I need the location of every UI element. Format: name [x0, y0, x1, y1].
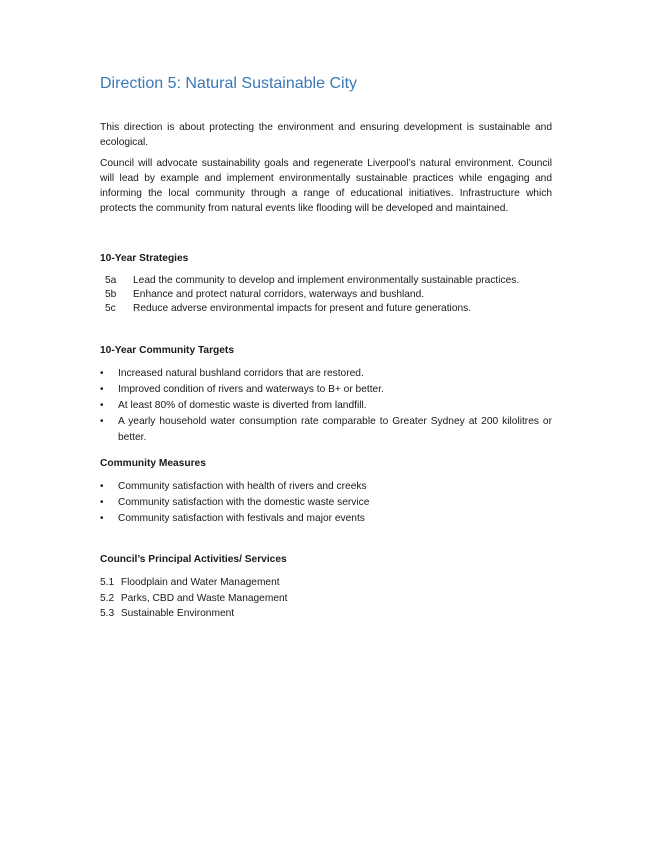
bullet-icon: •: [100, 400, 104, 412]
bullet-icon: •: [100, 497, 104, 509]
activity-item: [100, 591, 288, 607]
bullet-icon: •: [100, 416, 104, 428]
description-paragraph: Council will advocate sustainability goals and regenerate Liverpool’s natural environment. Council will lead by example and implement environmentally sustainable practices while engaging and informing the local community through a range of educational initiatives. Infrastructure which protects the community from natural events like flooding will be developed and maintained.: [100, 158, 552, 214]
strategy-item: [100, 288, 552, 302]
strategy-text: Reduce adverse environmental impacts for present and future generations.: [133, 303, 472, 314]
strategies-list: [100, 274, 552, 316]
strategy-text: Enhance and protect natural corridors, waterways and bushland.: [133, 289, 425, 300]
target-text: A yearly household water consumption rate comparable to Greater Sydney at 200 kilolitres or better.: [118, 416, 552, 443]
activity-item: [100, 575, 288, 591]
targets-heading: 10-Year Community Targets: [100, 345, 234, 356]
target-text: At least 80% of domestic waste is diverted from landfill.: [118, 400, 367, 412]
activity-number: 5.3: [100, 608, 115, 619]
bullet-icon: •: [100, 481, 104, 492]
targets-list: [100, 366, 552, 446]
measure-text: Community satisfaction with festivals and major events: [118, 513, 365, 525]
activity-text: Parks, CBD and Waste Management: [120, 592, 288, 604]
measures-heading: Community Measures: [100, 458, 206, 469]
intro-paragraph: This direction is about protecting the environment and ensuring development is sustainable and ecological.: [100, 122, 552, 148]
measure-item: [100, 495, 552, 511]
measure-item: [100, 511, 552, 527]
strategy-code: 5a: [105, 275, 117, 286]
strategy-text: Lead the community to develop and implement environmentally sustainable practices.: [133, 275, 520, 286]
activity-text: Sustainable Environment: [120, 608, 235, 619]
target-item: [100, 414, 552, 445]
measure-text: Community satisfaction with health of rivers and creeks: [118, 481, 367, 492]
strategies-heading: 10-Year Strategies: [100, 253, 189, 264]
strategy-item: [100, 274, 552, 288]
strategy-code: 5b: [105, 289, 117, 300]
bullet-icon: •: [100, 513, 104, 525]
activity-number: 5.1: [100, 577, 115, 588]
measures-list: [100, 479, 552, 527]
strategy-item: [100, 302, 552, 316]
activity-number: 5.2: [100, 592, 115, 604]
target-text: Improved condition of rivers and waterways to B+ or better.: [118, 384, 384, 396]
measure-text: Community satisfaction with the domestic waste service: [118, 497, 370, 509]
bullet-icon: •: [100, 384, 104, 396]
target-item: [100, 398, 552, 414]
activities-heading: Council’s Principal Activities/ Services: [100, 554, 287, 565]
activity-item: [100, 606, 288, 622]
measure-item: [100, 479, 552, 495]
target-item: [100, 382, 552, 398]
strategy-code: 5c: [105, 303, 116, 314]
target-item: [100, 366, 552, 382]
activities-list: [100, 575, 288, 622]
target-text: Increased natural bushland corridors that are restored.: [118, 368, 364, 379]
page-title: Direction 5: Natural Sustainable City: [100, 75, 358, 92]
activity-text: Floodplain and Water Management: [120, 577, 280, 588]
bullet-icon: •: [100, 368, 104, 379]
